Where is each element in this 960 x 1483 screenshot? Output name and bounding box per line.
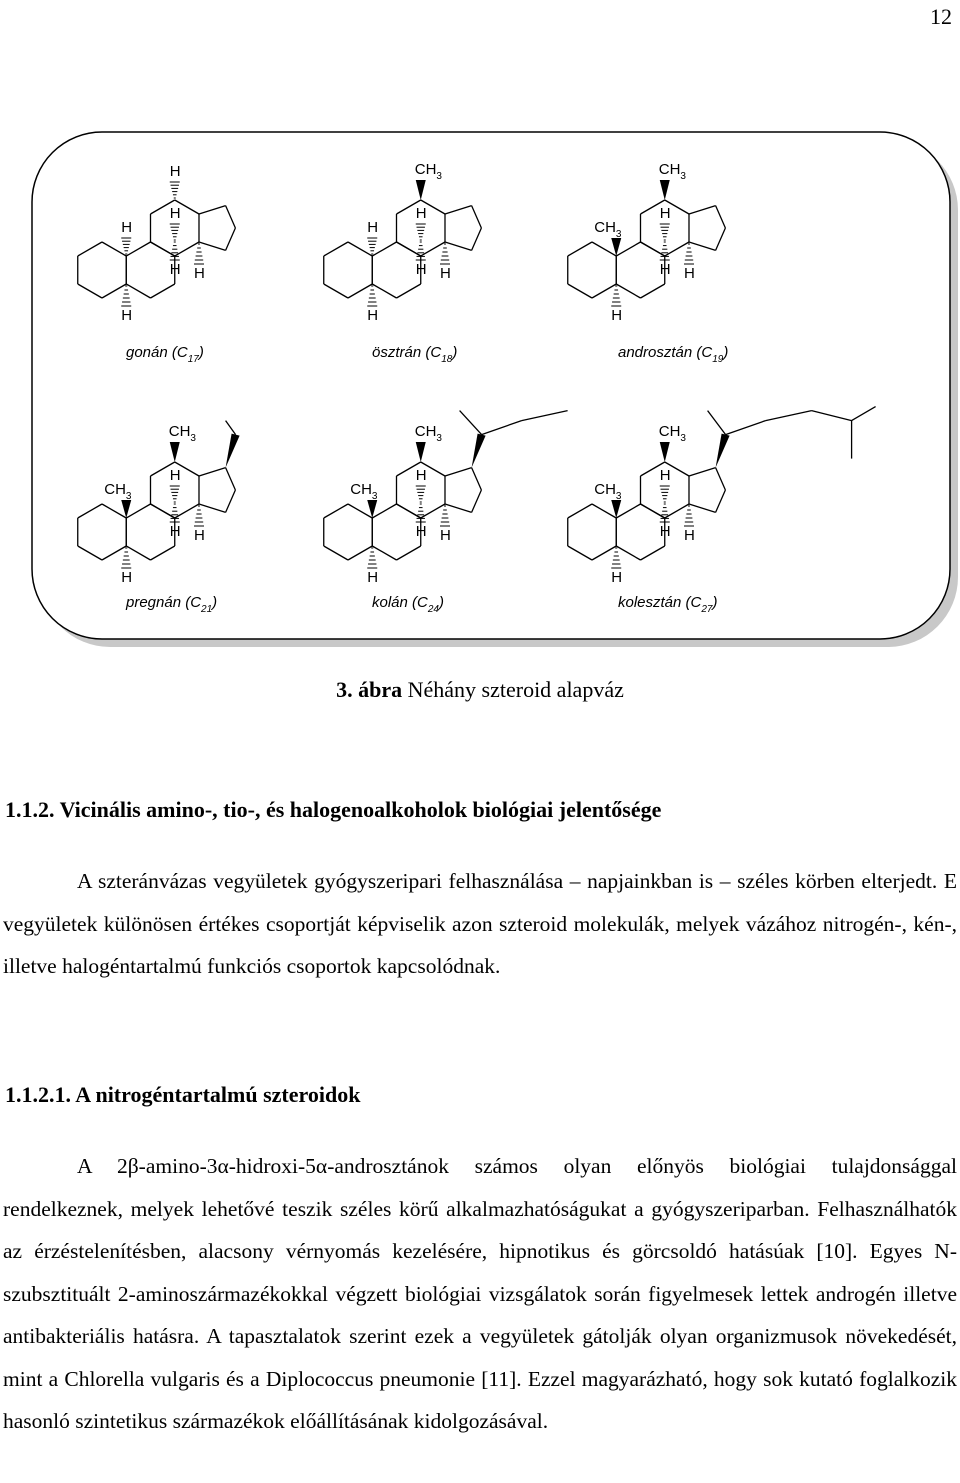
h-14-gonan: H: [193, 265, 205, 282]
h-9-gonan: H: [169, 205, 181, 222]
h-10-gonan: H: [121, 219, 133, 236]
methyl-18-osztran: $CH_3$: [414, 161, 442, 182]
paragraph-1-text: A szteránvázas vegyületek gyógyszeripari felhasználása – napjainkban is – széles körben elterjedt. E vegyületek különösen értékes csoportját képviselik azon szteroid molekulák, melyek vázához nitrogén-, kén-, illetve halogéntartalmú funkciós csoportok kapcsolódnak.: [3, 869, 957, 978]
methyl-18-koleszta: $CH_3$: [658, 423, 686, 444]
page-number: 12: [930, 4, 952, 29]
methyl-19-androsztan: $CH_3$: [594, 219, 622, 240]
h-14-koleszta: H: [683, 527, 695, 544]
h-8-androsztan: H: [659, 261, 671, 278]
caption-androsztan: androsztán $(C_{19})$: [618, 344, 729, 365]
caption-kolan: kolán $(C_{24})$: [372, 594, 444, 615]
h-9-koleszta: H: [659, 467, 671, 484]
methyl-19-koleszta: $CH_3$: [594, 481, 622, 502]
figure-caption-text: Néhány szteroid alapváz: [402, 677, 624, 702]
h-9-kolan: H: [415, 467, 427, 484]
h-8-osztran: H: [415, 261, 427, 278]
paragraph-1: [3, 860, 957, 988]
h-5-kolan: H: [367, 569, 379, 586]
h-8-pregnan: H: [169, 523, 181, 540]
figure-caption: [0, 677, 960, 703]
h-14-osztran: H: [439, 265, 451, 282]
h-5-gonan: H: [121, 307, 133, 324]
subsection-heading: 1.1.2.1. A nitrogéntartalmú szteroidok: [5, 1082, 361, 1107]
h-5-koleszta: H: [611, 569, 623, 586]
h-14-androsztan: H: [683, 265, 695, 282]
caption-koleszta: kolesztán $(C_{27})$: [618, 594, 718, 615]
caption-osztran: ösztrán $(C_{18})$: [372, 344, 458, 365]
h-5-androsztan: H: [611, 307, 623, 324]
h-8-gonan: H: [169, 261, 181, 278]
methyl-19-kolan: $CH_3$: [350, 481, 378, 502]
figure-frame: [0, 0, 960, 680]
h-14-pregnan: H: [193, 527, 205, 544]
methyl-19-pregnan: $CH_3$: [104, 481, 132, 502]
h-14-kolan: H: [439, 527, 451, 544]
h-5-pregnan: H: [121, 569, 133, 586]
h-13-gonan: H: [169, 163, 181, 180]
h-10-osztran: H: [367, 219, 379, 236]
h-9-androsztan: H: [659, 205, 671, 222]
caption-pregnan: pregnán $(C_{21})$: [126, 594, 218, 615]
h-9-pregnan: H: [169, 467, 181, 484]
methyl-18-androsztan: $CH_3$: [658, 161, 686, 182]
h-9-osztran: H: [415, 205, 427, 222]
steroid-figure: [0, 0, 960, 680]
section-heading: 1.1.2. Vicinális amino-, tio-, és halogenoalkoholok biológiai jelentősége: [5, 797, 662, 822]
methyl-18-pregnan: $CH_3$: [168, 423, 196, 444]
methyl-18-kolan: $CH_3$: [414, 423, 442, 444]
h-8-koleszta: H: [659, 523, 671, 540]
paragraph-2: [3, 1145, 957, 1443]
figure-caption-number: 3. ábra: [336, 677, 403, 702]
caption-gonan: gonán $(C_{17})$: [126, 344, 204, 365]
h-5-osztran: H: [367, 307, 379, 324]
h-8-kolan: H: [415, 523, 427, 540]
paragraph-2-text: A 2β-amino-3α-hidroxi-5α-androsztánok számos olyan előnyös biológiai tulajdonsággal rendelkeznek, melyek lehetővé teszik széles körű alkalmazhatóságukat a gyógyszeriparban. Felhasználhatók az érzéstelenítésben, alacsony vérnyomás kezelésére, hipnotikus és görcsoldó hatásúak [10]. Egyes N-szubsztituált 2-aminoszármazékokkal végzett biológiai vizsgálatok során figyelmesek lettek androgén illetve antibakteriális hatásra. A tapasztalatok szerint ezek a vegyületek gátolják olyan organizmusok növekedését, mint a Chlorella vulgaris és a Diplococcus pneumonie [11]. Ezzel magyarázható, hogy sok kutató foglalkozik hasonló szintetikus származékok előállításának kidolgozásával.: [3, 1154, 957, 1433]
